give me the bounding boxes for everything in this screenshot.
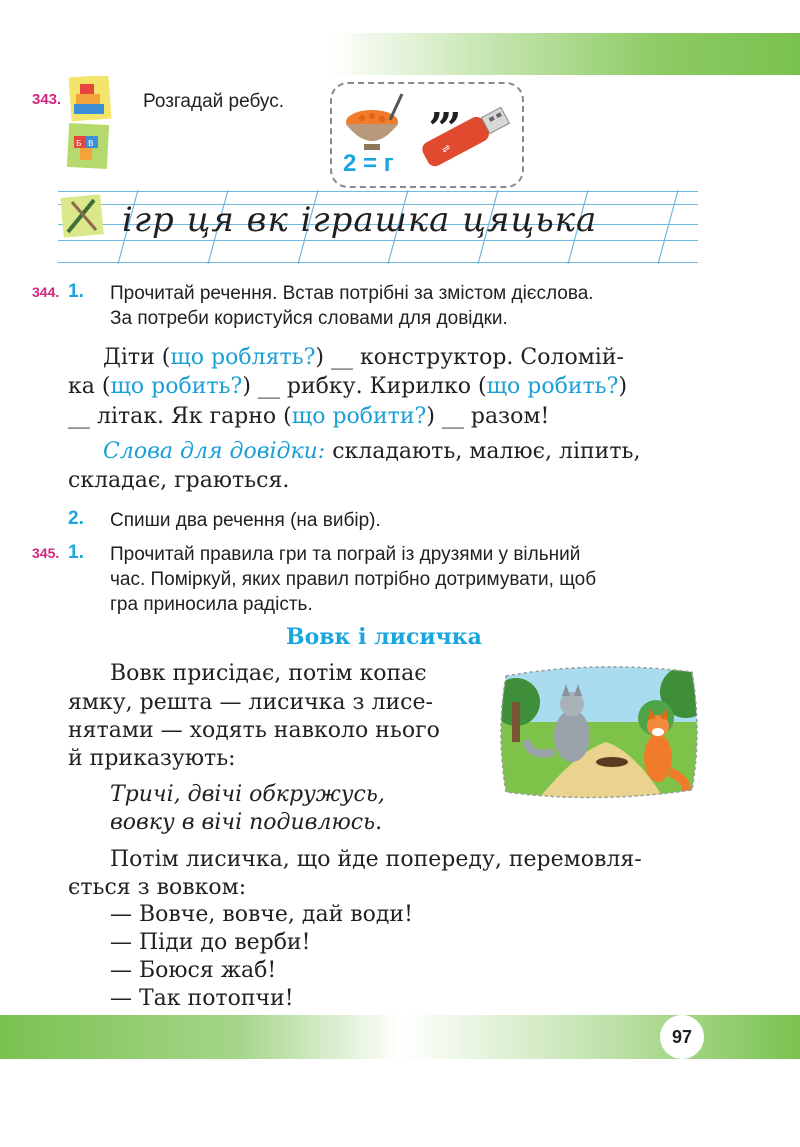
task-text: час. Поміркуй, яких правил потрібно дотримувати, щоб bbox=[110, 569, 597, 590]
poem-line: Тричі, двічі обкружусь, bbox=[110, 782, 385, 807]
story-line: ється з вовком: bbox=[68, 875, 247, 900]
wolf-and-fox-illustration bbox=[496, 662, 700, 807]
dialogue-line: — Так потопчи! bbox=[110, 986, 294, 1011]
exercise-text-line: ка (що робить?) __ рибку. Кирилко (що робить?) bbox=[68, 374, 628, 399]
handwriting-answer: ігр ця вк іграшка цяцька bbox=[122, 200, 598, 240]
story-line: ямку, решта — лисичка з лисе- bbox=[68, 690, 433, 715]
svg-text:Б: Б bbox=[76, 139, 82, 148]
footer-decor-bar-right bbox=[400, 1015, 800, 1059]
help-words-line: Слова для довідки: складають, малює, ліпить, bbox=[103, 439, 641, 464]
footer-decor-bar-left bbox=[0, 1015, 400, 1059]
task-text: Прочитай правила гри та пограй із друзями у вільний bbox=[110, 544, 581, 565]
page-number: 97 bbox=[660, 1015, 704, 1059]
header-decor-bar bbox=[330, 33, 800, 75]
story-line: нятами — ходять навколо нього bbox=[68, 718, 440, 743]
task-number: 1. bbox=[68, 542, 84, 563]
story-line: Потім лисичка, що йде попереду, перемовля- bbox=[110, 847, 642, 872]
task-text: Спиши два речення (на вибір). bbox=[110, 510, 381, 531]
exercise-345-number: 345. bbox=[32, 545, 60, 561]
exercise-344-number: 344. bbox=[32, 284, 60, 300]
exercise-text-line: __ літак. Як гарно (що робити?) __ разом! bbox=[68, 404, 550, 429]
dialogue-line: — Вовче, вовче, дай води! bbox=[110, 902, 413, 927]
task-number: 2. bbox=[68, 508, 84, 529]
rebus-commas: ,,, bbox=[430, 82, 458, 127]
toy-blocks-icon bbox=[66, 76, 114, 177]
task-text: гра приносила радість. bbox=[110, 594, 313, 615]
poem-line: вовку в вічі подивлюсь. bbox=[110, 810, 383, 835]
task-number: 1. bbox=[68, 281, 84, 302]
exercise-343-instruction: Розгадай ребус. bbox=[143, 91, 284, 112]
svg-text:В: В bbox=[88, 139, 94, 148]
story-title: Вовк і лисичка bbox=[286, 624, 482, 650]
exercise-343-number: 343. bbox=[32, 91, 62, 108]
story-line: й приказують: bbox=[68, 746, 236, 771]
dialogue-line: — Боюся жаб! bbox=[110, 958, 277, 983]
help-words-line: складає, граються. bbox=[68, 468, 290, 493]
task-text: Прочитай речення. Встав потрібні за змістом дієслова. bbox=[110, 283, 594, 304]
exercise-text-line: Діти (що роблять?) __ конструктор. Соломій- bbox=[103, 345, 624, 370]
story-line: Вовк присідає, потім копає bbox=[110, 661, 427, 686]
usb-flash-drive-icon bbox=[412, 104, 516, 173]
help-label: Слова для довідки: bbox=[103, 439, 326, 464]
rebus-rule: 2 = г bbox=[343, 150, 394, 177]
dialogue-line: — Піди до верби! bbox=[110, 930, 311, 955]
task-text: За потреби користуйся словами для довідки. bbox=[110, 308, 508, 329]
svg-text:⇌: ⇌ bbox=[440, 142, 453, 157]
pencil-note-icon bbox=[60, 192, 104, 245]
